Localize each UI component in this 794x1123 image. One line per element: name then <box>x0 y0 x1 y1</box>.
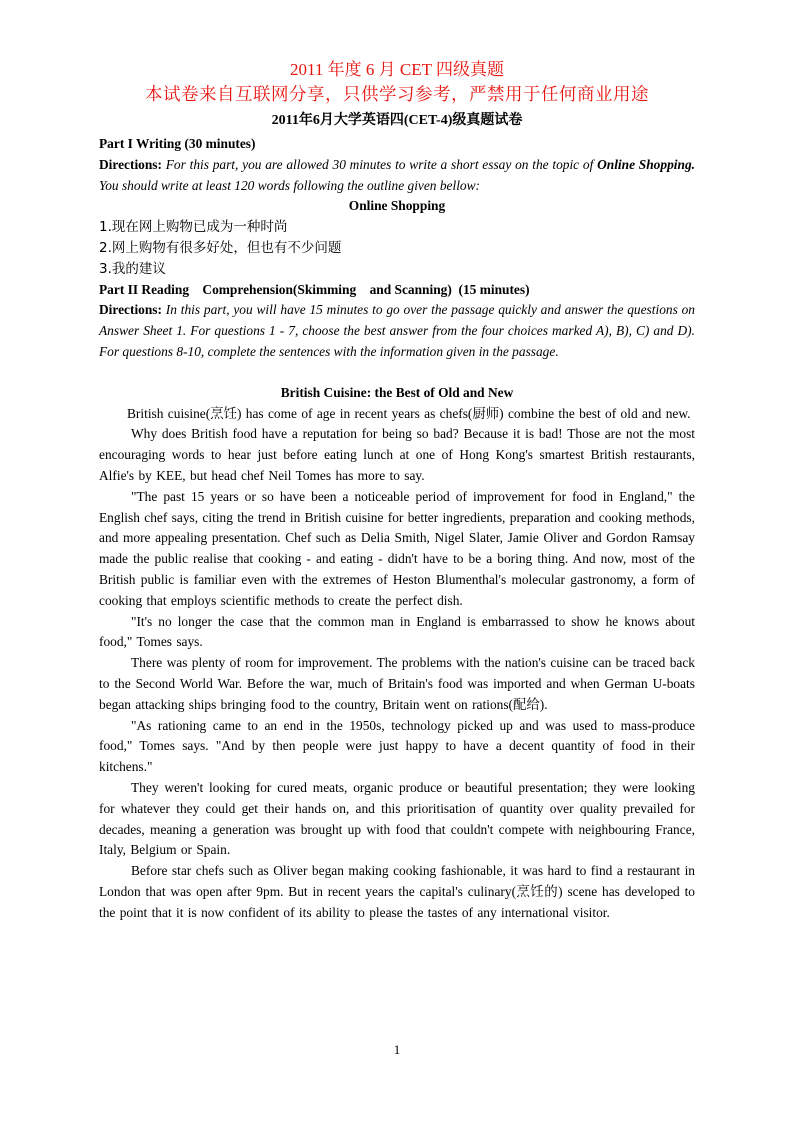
outline-item: 3.我的建议 <box>99 260 166 277</box>
passage-paragraph: Before star chefs such as Oliver began making cooking fashionable, it was hard to find a restaurant in London that was open after 9pm. But in recent years the capital's culinary(烹饪的) scene has developed to the point that it is now confident of its ability to please the tastes of any international visitor. <box>99 863 695 920</box>
directions-text: In this part, you will have 15 minutes to go over the passage quickly and answer the questions on Answer Sheet 1. For questions 1 - 7, choose the best answer from the four choices marked A), B), C) and D). <box>99 302 695 339</box>
directions-text: You should write at least 120 words following the outline given bellow: <box>99 177 481 193</box>
part2-directions <box>99 300 695 362</box>
red-header-title: 2011 年度 6 月 CET 四级真题 <box>290 60 504 79</box>
passage-paragraph: Why does British food have a reputation for being so bad? Because it is bad! Those are not the most encouraging words to hear just before eating lunch at one of Hong Kong's smartest British restaurants, Alfie's by KEE, but head chef Neil Tomes has more to say. <box>99 426 695 483</box>
passage-paragraph: "It's no longer the case that the common man in England is embarrassed to show he knows about food," Tomes says. <box>99 613 695 650</box>
part1-heading: Part I Writing (30 minutes) <box>99 136 256 151</box>
part2-heading: Part II Reading Comprehension(Skimming and Scanning) (15 minutes) <box>99 281 530 297</box>
passage-paragraph: There was plenty of room for improvement. The problems with the nation's cuisine can be traced back to the Second World War. Before the war, much of Britain's food was imported and when German U-boats began attacking ships bringing food to the country, Britain went on rations(配给). <box>99 655 695 712</box>
passage-title: British Cuisine: the Best of Old and New <box>280 384 514 400</box>
directions-text: For questions 8-10, complete the sentences with the information given in the passage. <box>99 343 559 359</box>
passage-paragraph: They weren't looking for cured meats, organic produce or beautiful presentation; they were looking for whatever they could get their hands on, and this prioritisation of quantity over quality prevailed for decades, meaning a generation was brought up with food that couldn't compete with neighbouring France, Italy, Belgium or Spain. <box>99 779 695 858</box>
page-number: 1 <box>393 1042 401 1057</box>
directions-text: For this part, you are allowed 30 minutes to write a short essay on the topic of <box>161 156 598 172</box>
passage-paragraph: "The past 15 years or so have been a noticeable period of improvement for food in England," the English chef says, citing the trend in British cuisine for better ingredients, preparation and cooking methods, and more appealing presentation. Chef such as Delia Smith, Nigel Slater, Jamie Oliver and Gordon Ramsay made the public realise that cooking - and eating - didn't have to be a boring thing. And now, most of the British public is familiar even with the extremes of Heston Blumenthal's molecular gastronomy, a form of cooking that employs scientific methods to create the perfect dish. <box>99 488 695 608</box>
passage-paragraph: "As rationing came to an end in the 1950s, technology picked up and was used to mass-produce food," Tomes says. "And by then people were just happy to have a decent quantity of food in their kitchens." <box>99 717 695 775</box>
passage-paragraph: British cuisine(烹饪) has come of age in recent years as chefs(厨师) combine the best of old and new. <box>127 405 691 421</box>
outline-item: 2.网上购物有很多好处，但也有不少问题 <box>99 239 342 256</box>
exam-title: 2011年6月大学英语四(CET-4)级真题试卷 <box>271 113 523 128</box>
essay-topic: Online Shopping. <box>597 156 695 172</box>
directions-label: Directions: <box>99 156 162 172</box>
document-page <box>99 58 695 923</box>
essay-title: Online Shopping <box>348 198 446 214</box>
outline-item: 1.现在网上购物已成为一种时尚 <box>99 219 288 236</box>
part1-directions <box>99 155 695 197</box>
directions-label: Directions: <box>99 302 162 318</box>
red-copyright-notice: 本试卷来自互联网分享，只供学习参考，严禁用于任何商业用途 <box>145 85 649 105</box>
